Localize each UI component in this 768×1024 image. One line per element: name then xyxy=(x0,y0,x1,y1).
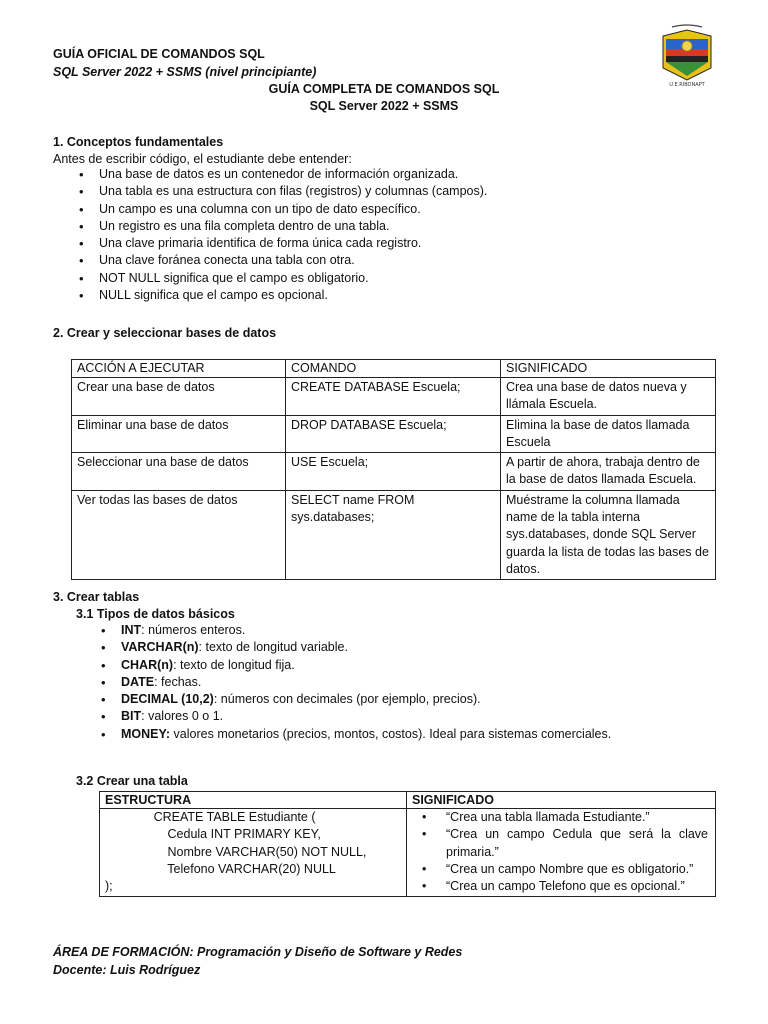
code-line: ); xyxy=(105,879,113,894)
section-1-title: 1. Conceptos fundamentales xyxy=(53,135,224,149)
list-item: • Una clave primaria identifica de forma única cada registro. xyxy=(77,235,487,252)
list-item: • “Crea un campo Nombre que es obligatorio.” xyxy=(412,861,708,878)
subsection-3-1-title: 3.1 Tipos de datos básicos xyxy=(76,607,235,621)
data-type-term: DECIMAL (10,2) xyxy=(121,692,214,707)
data-type-desc: : valores 0 o 1. xyxy=(141,709,224,724)
data-type-desc: : texto de longitud variable. xyxy=(198,640,348,655)
data-types-list xyxy=(99,622,611,743)
table-header-cell: ACCIÓN A EJECUTAR xyxy=(72,360,286,378)
create-table-example xyxy=(99,791,716,897)
table-row xyxy=(100,809,716,897)
data-type-desc: : números enteros. xyxy=(141,623,246,637)
table-cell: A partir de ahora, trabaja dentro de la base de datos llamada Escuela. xyxy=(501,453,716,491)
table-cell: Crear una base de datos xyxy=(72,378,286,416)
table-header-row xyxy=(100,792,716,809)
table-cell: Elimina la base de datos llamada Escuela xyxy=(501,415,716,453)
table-row xyxy=(72,415,716,453)
list-item xyxy=(99,726,611,743)
list-item xyxy=(99,674,611,691)
table-header-cell: ESTRUCTURA xyxy=(100,792,407,809)
list-item: • Una base de datos es un contenedor de información organizada. xyxy=(77,166,487,183)
table-cell: DROP DATABASE Escuela; xyxy=(286,415,501,453)
doc-header-line2: SQL Server 2022 + SSMS (nivel principiante) xyxy=(53,65,317,79)
logo-caption: U.E.RIBONAPT xyxy=(669,82,705,86)
table-cell: Ver todas las bases de datos xyxy=(72,490,286,579)
data-type-desc: valores monetarios (precios, montos, costos). Ideal para sistemas comerciales. xyxy=(170,726,612,741)
table-row xyxy=(72,453,716,491)
code-line: Telefono VARCHAR(20) NULL xyxy=(105,861,336,876)
list-item: • “Crea una tabla llamada Estudiante.” xyxy=(412,809,708,826)
list-item: • “Crea un campo Cedula que será la clave primaria.” xyxy=(412,826,708,861)
data-type-term: VARCHAR(n) xyxy=(121,640,199,655)
list-item: • Una tabla es una estructura con filas (registros) y columnas (campos). xyxy=(77,183,487,200)
list-item: • Una clave foránea conecta una tabla con otra. xyxy=(77,252,487,269)
data-type-term: DATE xyxy=(121,674,155,689)
code-line: Cedula INT PRIMARY KEY, xyxy=(105,827,321,842)
footer-area: ÁREA DE FORMACIÓN: Programación y Diseño de Software y Redes xyxy=(53,945,463,959)
table-cell: Eliminar una base de datos xyxy=(72,415,286,453)
concepts-list xyxy=(77,166,487,304)
doc-subtitle: SQL Server 2022 + SSMS xyxy=(309,99,459,113)
list-item xyxy=(99,622,611,639)
table-header-row xyxy=(72,360,716,378)
list-item: • “Crea un campo Telefono que es opcional.” xyxy=(412,878,708,895)
data-type-term: BIT xyxy=(121,709,142,724)
list-item xyxy=(99,691,611,708)
list-item: • Un registro es una fila completa dentro de una tabla. xyxy=(77,218,487,235)
section-2-title: 2. Crear y seleccionar bases de datos xyxy=(53,326,277,340)
data-type-term: MONEY: xyxy=(121,726,171,741)
data-type-desc: : números con decimales (por ejemplo, precios). xyxy=(213,692,481,707)
doc-header-line1: GUÍA OFICIAL DE COMANDOS SQL xyxy=(53,47,265,61)
table-header-cell: COMANDO xyxy=(286,360,501,378)
code-block xyxy=(100,809,407,897)
table-cell: USE Escuela; xyxy=(286,453,501,491)
list-item xyxy=(99,639,611,656)
table-cell: Muéstrame la columna llamada name de la tabla interna sys.databases, donde SQL Server guarda la lista de todas las bases de datos. xyxy=(501,490,716,579)
table-cell: Crea una base de datos nueva y llámala Escuela. xyxy=(501,378,716,416)
footer-docente: Docente: Luis Rodríguez xyxy=(53,963,201,977)
list-item: • Un campo es una columna con un tipo de dato específico. xyxy=(77,201,487,218)
school-logo xyxy=(660,24,714,86)
subsection-3-2-title: 3.2 Crear una tabla xyxy=(76,774,188,788)
meanings-list xyxy=(412,809,708,895)
section-3-title: 3. Crear tablas xyxy=(53,590,140,604)
data-type-desc: : fechas. xyxy=(154,674,202,689)
meanings-cell xyxy=(407,809,716,897)
database-commands-table xyxy=(71,359,716,580)
data-type-term: CHAR(n) xyxy=(121,657,174,672)
section-1-intro: Antes de escribir código, el estudiante debe entender: xyxy=(53,152,352,166)
doc-title: GUÍA COMPLETA DE COMANDOS SQL xyxy=(268,82,500,96)
list-item: • NULL significa que el campo es opcional. xyxy=(77,287,487,304)
table-cell: CREATE DATABASE Escuela; xyxy=(286,378,501,416)
table-cell: Seleccionar una base de datos xyxy=(72,453,286,491)
list-item: • NOT NULL significa que el campo es obligatorio. xyxy=(77,270,487,287)
table-cell: SELECT name FROM sys.databases; xyxy=(286,490,501,579)
data-type-term: INT xyxy=(121,623,142,637)
code-line: CREATE TABLE Estudiante ( xyxy=(105,810,316,824)
code-line: Nombre VARCHAR(50) NOT NULL, xyxy=(105,844,367,859)
list-item xyxy=(99,657,611,674)
table-header-cell: SIGNIFICADO xyxy=(501,360,716,378)
table-row xyxy=(72,378,716,416)
table-header-cell: SIGNIFICADO xyxy=(407,792,716,809)
table-row xyxy=(72,490,716,579)
data-type-desc: : texto de longitud fija. xyxy=(173,657,295,672)
list-item xyxy=(99,708,611,725)
